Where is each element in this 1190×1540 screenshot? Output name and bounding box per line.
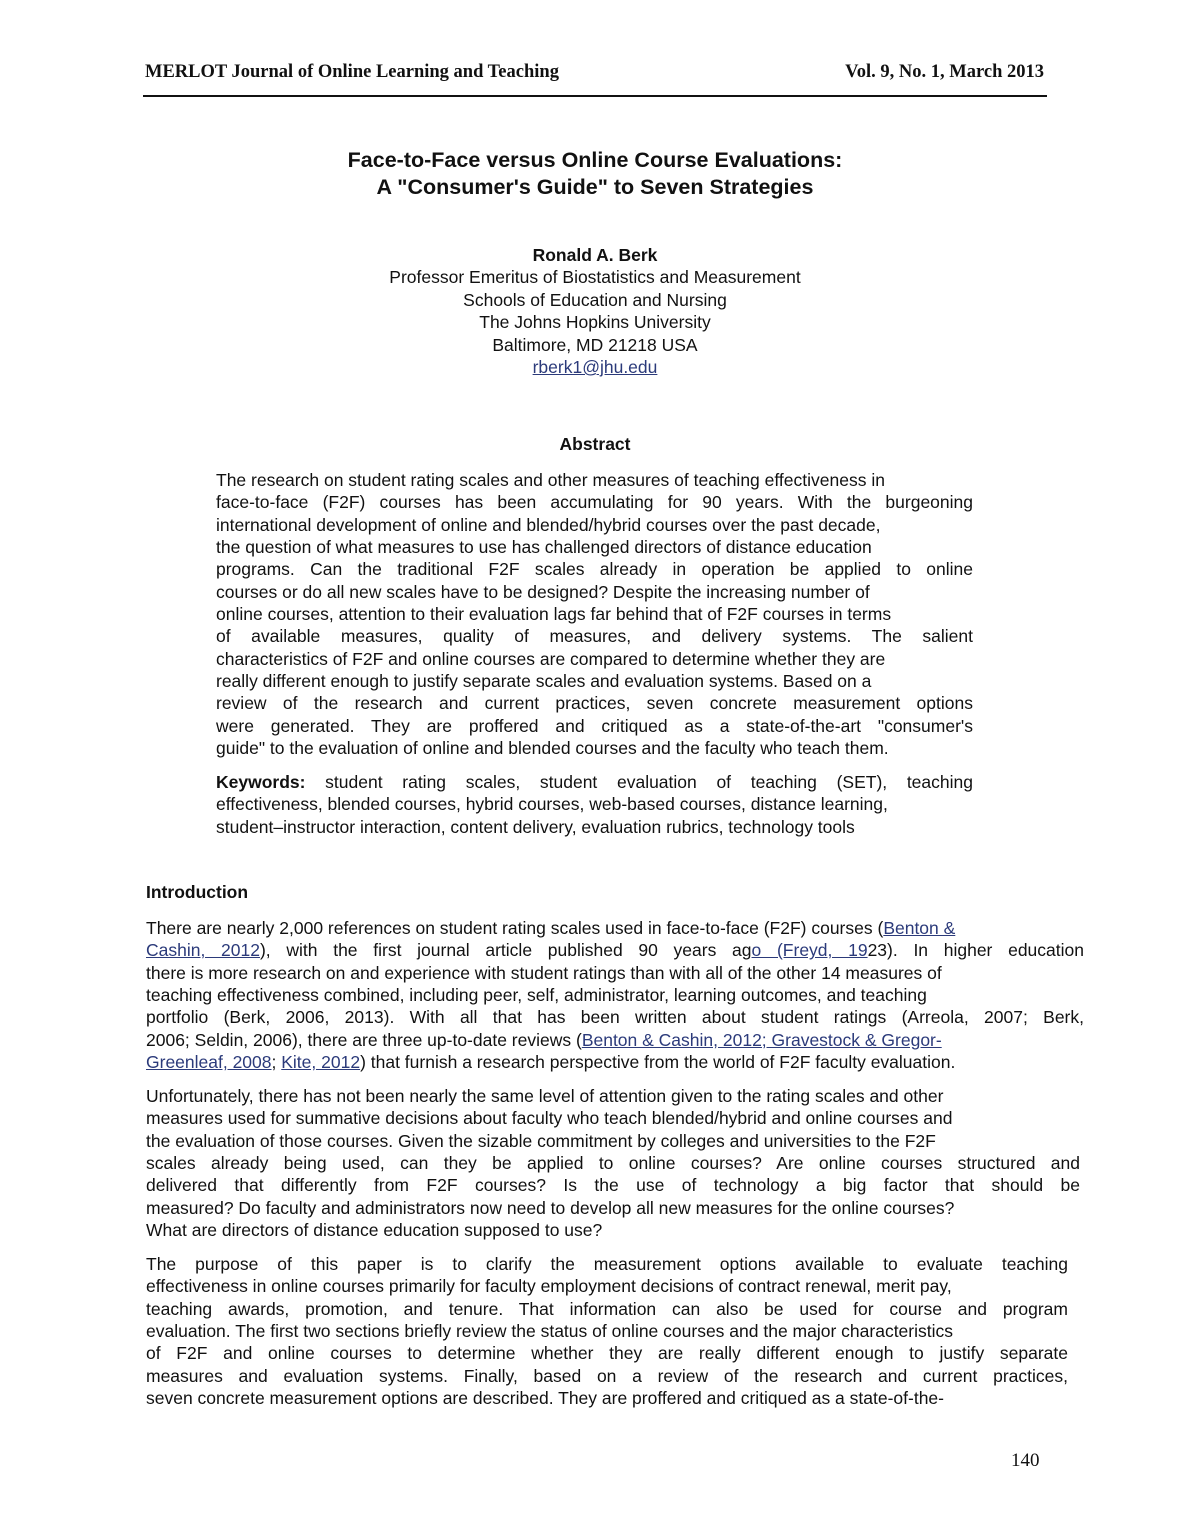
paper-title-line-2: A "Consumer's Guide" to Seven Strategies [376,175,814,199]
author-name: Ronald A. Berk [532,245,658,265]
paragraph-line: Greenleaf, 2008; Kite, 2012) that furnish a research perspective from the world of F2F faculty evaluation. [146,1052,956,1073]
abstract-line: programs. Can the traditional F2F scales already in operation be applied to online [216,559,973,580]
author-position: Professor Emeritus of Biostatistics and Measurement [389,267,801,288]
abstract-line: The research on student rating scales and other measures of teaching effectiveness in [216,470,885,490]
header-rule [143,95,1047,97]
abstract-line: international development of online and blended/hybrid courses over the past decade, [216,514,881,535]
intro-paragraph-3 [146,1253,1068,1409]
keywords-label: Keywords: [216,772,306,792]
paragraph-line: measures and evaluation systems. Finally, based on a review of the research and current practices, [146,1365,1068,1386]
introduction-heading: Introduction [146,882,249,902]
citation-link[interactable]: Greenleaf, 2008 [146,1052,272,1073]
paragraph-line: seven concrete measurement options are described. They are proffered and critiqued as a state-of-the- [146,1388,944,1409]
keywords-line [216,771,973,793]
paragraph-line: measures used for summative decisions about faculty who teach blended/hybrid and online courses and [146,1108,953,1129]
paragraph-line: portfolio (Berk, 2006, 2013). With all that has been written about student ratings (Arreola, 2007; Berk, [146,1007,1084,1028]
keywords-block [216,771,973,838]
paragraph-line: the evaluation of those courses. Given the sizable commitment by colleges and universities to the F2F [146,1130,936,1151]
abstract-line: the question of what measures to use has challenged directors of distance education [216,537,872,558]
author-schools: Schools of Education and Nursing [463,289,727,310]
abstract-line: were generated. They are proffered and critiqued as a state-of-the-art "consumer's [216,715,973,736]
keywords-text: student rating scales, student evaluation of teaching (SET), teaching [325,772,973,792]
paragraph-line: There are nearly 2,000 references on student rating scales used in face-to-face (F2F) courses (Benton & [146,918,956,938]
paragraph-line: scales already being used, can they be applied to online courses? Are online courses structured and [146,1153,1080,1174]
keywords-line: student–instructor interaction, content delivery, evaluation rubrics, technology tools [216,816,855,837]
abstract-line: guide" to the evaluation of online and blended courses and the faculty who teach them. [216,738,889,759]
author-block [0,244,1190,378]
paragraph-line: 2006; Seldin, 2006), there are three up-to-date reviews (Benton & Cashin, 2012; Gravestock & Gregor- [146,1029,942,1050]
author-location: Baltimore, MD 21218 USA [492,334,698,355]
author-email-link[interactable]: rberk1@jhu.edu [532,357,658,378]
abstract-line: characteristics of F2F and online courses are compared to determine whether they are [216,648,886,669]
keywords-line: effectiveness, blended courses, hybrid courses, web-based courses, distance learning, [216,794,888,815]
abstract-text [216,469,973,759]
paragraph-line: of F2F and online courses to determine whether they are really different enough to justify separate [146,1343,1068,1364]
abstract-line: of available measures, quality of measures, and delivery systems. The salient [216,626,973,647]
abstract-line: face-to-face (F2F) courses has been accumulating for 90 years. With the burgeoning [216,492,973,513]
paragraph-line: delivered that differently from F2F courses? Is the use of technology a big factor that should be [146,1175,1080,1196]
abstract-heading: Abstract [559,434,631,454]
paragraph-line: measured? Do faculty and administrators now need to develop all new measures for the online courses? [146,1197,955,1218]
paragraph-line: effectiveness in online courses primarily for faculty employment decisions of contract renewal, merit pay, [146,1276,952,1297]
paragraph-line: evaluation. The first two sections briefly review the status of online courses and the major characteristics [146,1321,953,1342]
citation-link[interactable]: o (Freyd, 19 [751,940,868,961]
paragraph-line: teaching effectiveness combined, including peer, self, administrator, learning outcomes, and teaching [146,985,927,1006]
citation-link[interactable]: Kite, 2012 [281,1052,361,1073]
paragraph-line: Cashin, 2012), with the first journal article published 90 years ago (Freyd, 1923). In higher education [146,940,1084,961]
citation-link[interactable]: Benton & [883,918,956,938]
issue-info: Vol. 9, No. 1, March 2013 [845,62,1044,82]
paragraph-line: there is more research on and experience with student ratings than with all of the other 14 measures of [146,962,942,983]
abstract-line: courses or do all new scales have to be designed? Despite the increasing number of [216,581,870,602]
citation-link[interactable]: Benton & Cashin, 2012; Gravestock & Gregor- [581,1029,942,1050]
author-university: The Johns Hopkins University [479,312,711,333]
abstract-line: really different enough to justify separate scales and evaluation systems. Based on a [216,671,872,692]
journal-name: MERLOT Journal of Online Learning and Teaching [145,62,559,82]
paragraph-line: teaching awards, promotion, and tenure. That information can also be used for course and program [146,1298,1068,1319]
paragraph-line: What are directors of distance education supposed to use? [146,1220,603,1241]
paragraph-line: The purpose of this paper is to clarify the measurement options available to evaluate teaching [146,1254,1068,1274]
intro-paragraph-2 [146,1085,1080,1241]
running-header [145,60,1047,96]
citation-link[interactable]: Cashin, 2012 [146,940,260,961]
intro-paragraph-1 [146,917,1084,1073]
abstract-line: review of the research and current practices, seven concrete measurement options [216,693,973,714]
abstract-line: online courses, attention to their evaluation lags far behind that of F2F courses in terms [216,604,892,625]
paragraph-line: Unfortunately, there has not been nearly the same level of attention given to the rating scales and other [146,1086,944,1106]
paper-title-line-1: Face-to-Face versus Online Course Evaluations: [347,148,843,172]
page-number: 140 [1011,1450,1040,1471]
